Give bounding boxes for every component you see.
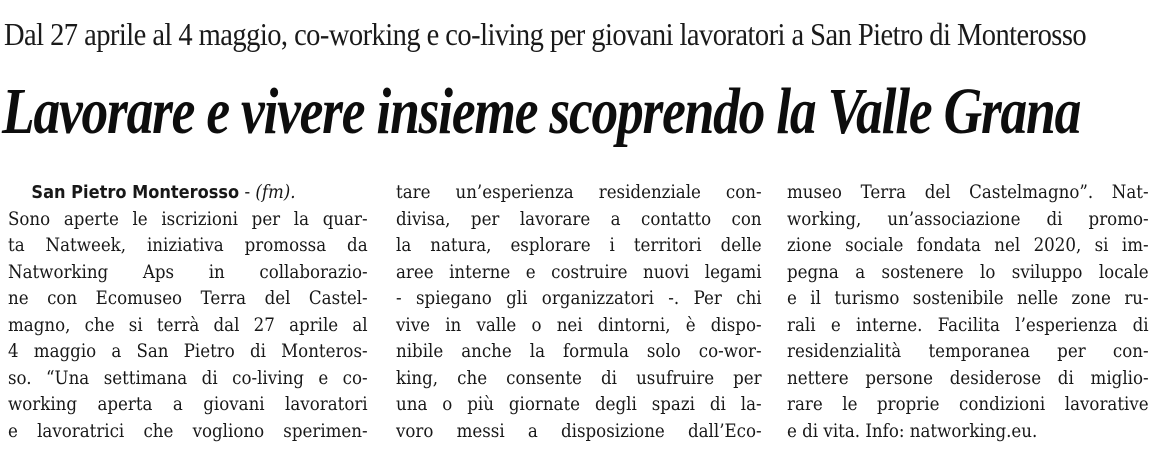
body-line: la natura, esplorare i territori delle <box>396 235 762 256</box>
body-line: magno, che si terrà dal 27 aprile al <box>8 314 368 336</box>
body-line-last: e di vita. Info: natworking.eu. <box>787 420 1038 442</box>
body-line: una o più giornate degli spazi di la- <box>396 394 762 415</box>
body-line: vive in valle o nei dintorni, è dispo- <box>396 314 762 336</box>
article-column-3 <box>787 180 1149 445</box>
byline-initials: (fm). <box>255 182 296 203</box>
body-line: ta Natweek, iniziativa promossa da <box>8 235 368 256</box>
body-line: e il turismo sostenibile nelle zone ru- <box>787 288 1149 309</box>
body-line: working aperta a giovani lavoratori <box>8 394 368 415</box>
body-line: Natworking Aps in collaborazio- <box>8 261 368 283</box>
body-line: museo Terra del Castelmagno”. Nat- <box>787 182 1149 203</box>
body-line: tare un’esperienza residenziale con- <box>396 182 762 203</box>
body-line: residenzialità temporanea per con- <box>787 341 1149 362</box>
body-line: Sono aperte le iscrizioni per la quar- <box>8 208 368 230</box>
body-line: divisa, per lavorare a contatto con <box>396 208 762 230</box>
byline-line <box>8 180 368 207</box>
article-headline: Lavorare e vivere insieme scoprendo la Valle Grana <box>2 75 1081 148</box>
body-line: pegna a sostenere lo sviluppo locale <box>787 261 1149 283</box>
body-line: nibile anche la formula solo co-wor- <box>396 341 762 362</box>
article-kicker: Dal 27 aprile al 4 maggio, co-working e co-living per giovani lavoratori a San Pietro di Monterosso <box>4 16 1087 52</box>
body-line: ne con Ecomuseo Terra del Castel- <box>8 288 368 309</box>
body-line: voro messi a disposizione dall’Eco- <box>396 420 762 442</box>
byline-place: San Pietro Monterosso <box>31 182 240 203</box>
body-line: rare le proprie condizioni lavorative <box>787 394 1149 415</box>
article-column-1 <box>8 180 368 445</box>
body-line: so. “Una settimana di co-living e co- <box>8 367 368 389</box>
body-line: 4 maggio a San Pietro di Monteros- <box>8 341 368 362</box>
body-line: king, che consente di usufruire per <box>396 367 762 389</box>
body-line: aree interne e costruire nuovi legami <box>396 261 762 283</box>
body-line: nettere persone desiderose di miglio- <box>787 367 1149 389</box>
body-line: e lavoratrici che vogliono sperimen- <box>8 420 368 442</box>
body-line: - spiegano gli organizzatori -. Per chi <box>396 288 762 309</box>
article-column-2 <box>396 180 762 445</box>
body-line: working, un’associazione di promo- <box>787 208 1149 230</box>
byline-separator: - <box>239 182 256 203</box>
body-line: zione sociale fondata nel 2020, si im- <box>787 235 1149 256</box>
body-line: rali e interne. Facilita l’esperienza di <box>787 314 1149 336</box>
